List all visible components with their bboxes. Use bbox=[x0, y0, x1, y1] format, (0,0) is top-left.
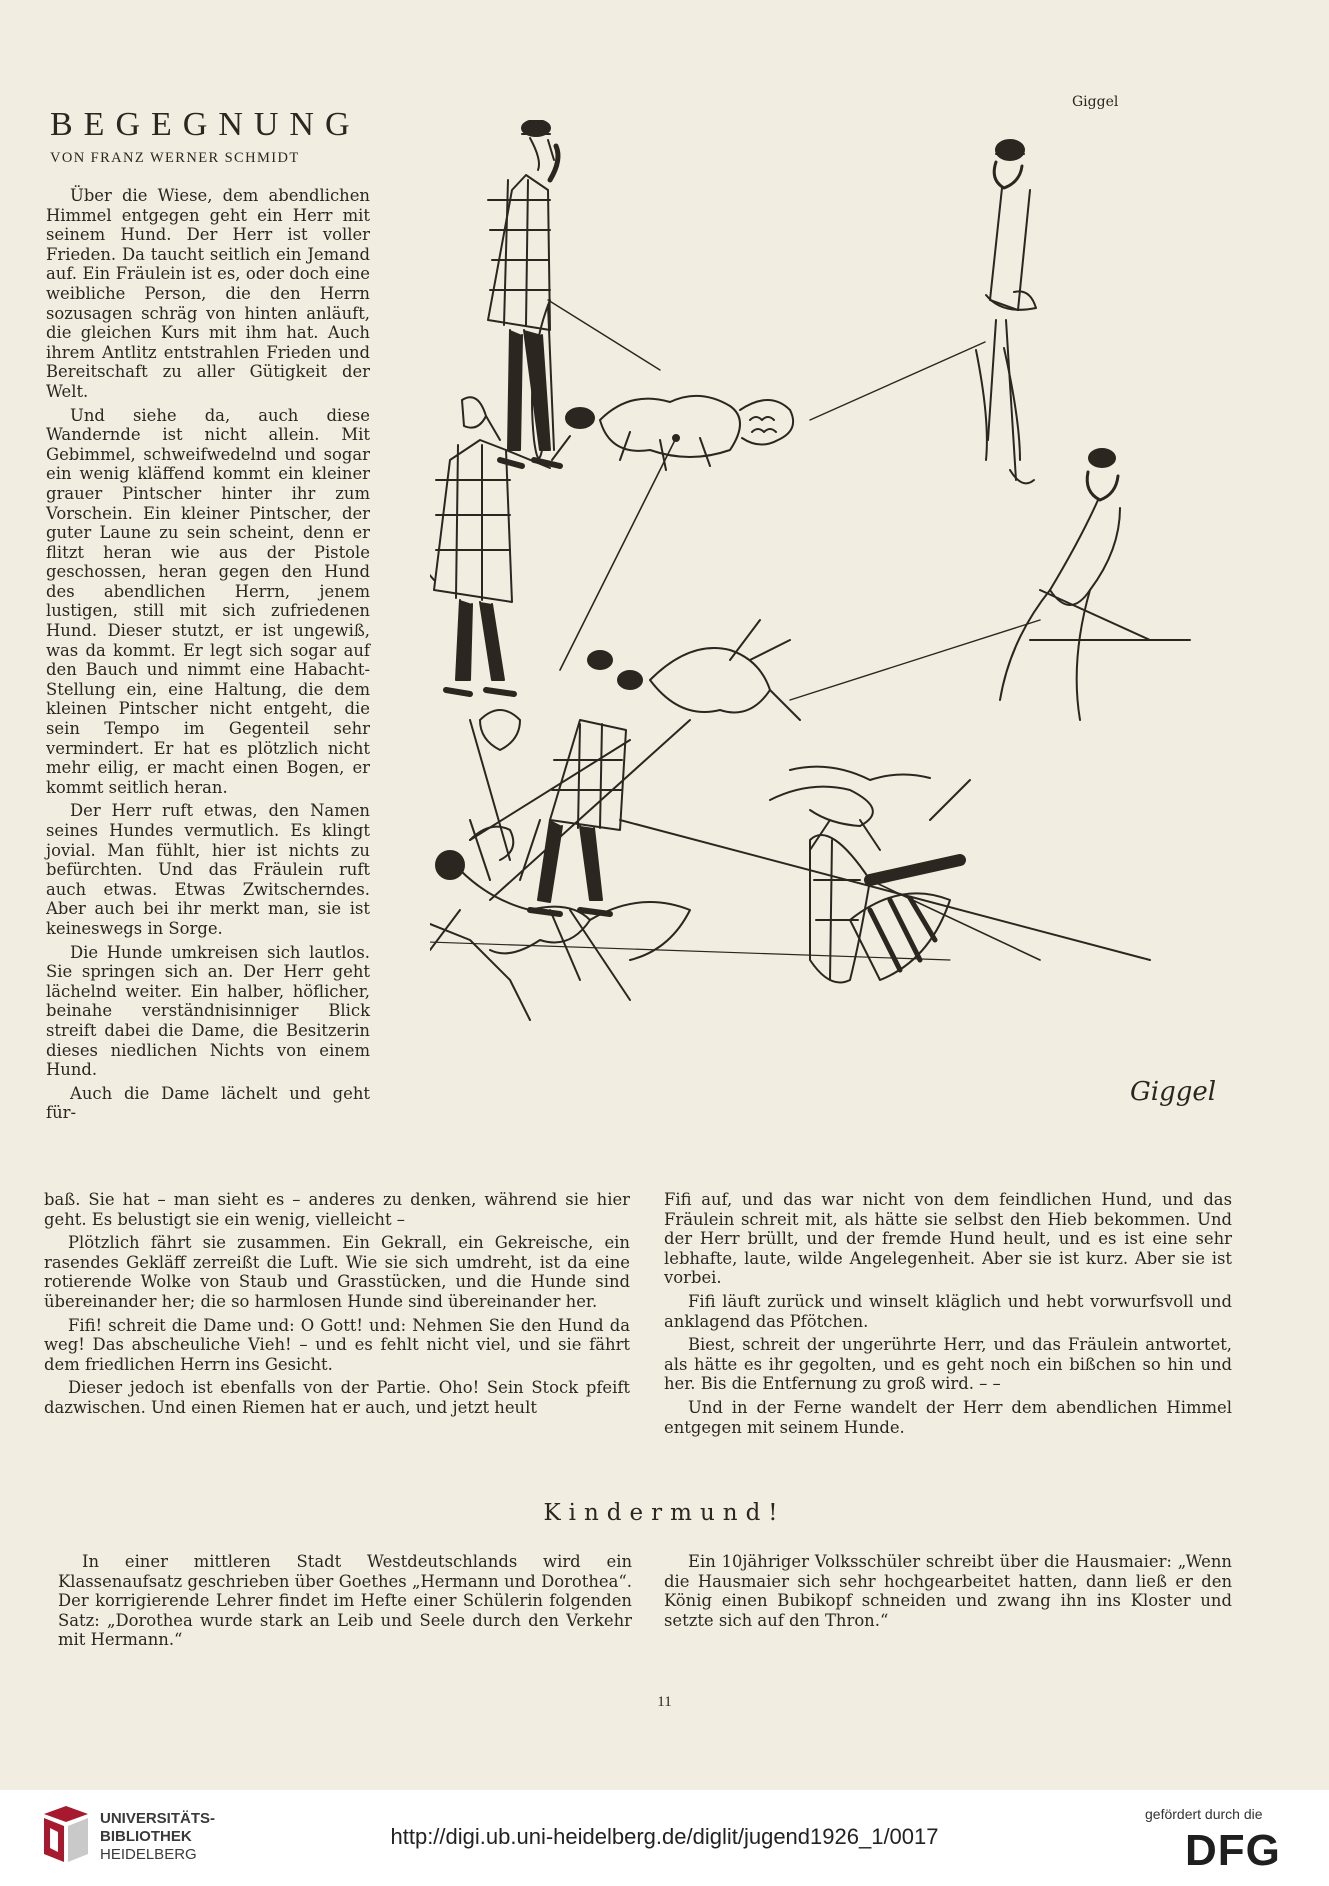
artist-signature-top: Giggel bbox=[1072, 94, 1119, 110]
paragraph: Fifi läuft zurück und winselt kläglich und hebt vorwurfsvoll und anklagend das Pfötchen. bbox=[664, 1291, 1232, 1331]
lady-figure-3 bbox=[430, 820, 690, 1020]
kindermund-title: Kindermund! bbox=[543, 1500, 786, 1526]
paragraph: Biest, schreit der ungerührte Herr, und das Fräulein antwortet, als hätte es ihr gegolten, und es geht noch ein bißchen so hin und her. Bis die Entfernung zu groß wird. – – bbox=[664, 1335, 1232, 1394]
story-column-left bbox=[44, 1190, 630, 1422]
dogs-meeting bbox=[600, 396, 793, 470]
fleeing-dog bbox=[770, 767, 930, 850]
paragraph: Die Hunde umkreisen sich lautlos. Sie springen sich an. Der Herr geht lächelnd weiter. Ein halber, höflicher, beinahe verständnisinniger Blick streift dabei die Dame, die Besitzerin dieses niedlichen Nichts von einem Hund. bbox=[46, 942, 370, 1080]
lady-figure-2 bbox=[1000, 449, 1190, 720]
paragraph: Plötzlich fährt sie zusammen. Ein Gekrall, ein Gekreische, ein rasendes Gekläff zerreißt die Luft. Wie sie sich umdreht, ist da eine rotierende Wolke von Staub und Grasstücken, und die Hunde sind übereinander her; die so harmlosen Hunde sind übereinander her. bbox=[44, 1233, 630, 1311]
paragraph: Fifi auf, und das war nicht von dem feindlichen Hund, und das Fräulein schreit mit, als hätte sie selbst den Hieb bekommen. Und der Herr brüllt, und der fremde Hund heult, und es ist eine sehr lebhafte, laute, wilde Angelegenheit. Aber sie ist kurz. Aber sie ist vorbei. bbox=[664, 1190, 1232, 1288]
kindermund-right bbox=[664, 1552, 1232, 1634]
paragraph: In einer mittleren Stadt Westdeutschlands wird ein Klassenaufsatz geschrieben über Goethes „Hermann und Dorothea“. Der korrigierende Lehrer findet im Hefte einer Schülerin folgenden Satz: „Dorothea wurde stark an Leib und Seele durch den Verkehr mit Hermann.“ bbox=[58, 1552, 632, 1650]
paragraph: baß. Sie hat – man sieht es – anderes zu denken, während sie hier geht. Es belustigt sie ein wenig, vielleicht – bbox=[44, 1190, 630, 1229]
gentleman-figure-3 bbox=[810, 780, 1040, 983]
library-name: UNIVERSITÄTS- BIBLIOTHEK HEIDELBERG bbox=[100, 1810, 216, 1863]
paragraph: Auch die Dame lächelt und geht für- bbox=[46, 1083, 370, 1123]
digitization-footer bbox=[0, 1790, 1329, 1886]
paragraph: Und siehe da, auch diese Wandernde ist nicht allein. Mit Gebimmel, schweifwedelnd und sogar ein wenig kläffend kommt ein kleiner grauer Pintscher hinter ihr zum Vorschein. Ein kleiner Pintscher, der guter Laune zu sein scheint, denn er flitzt heran wie aus der Pistole geschossen, heran gegen den Hund des abendlichen Herrn, jenem lustigen, still mit sich zufriedenen Hund. Dieser stutzt, er ist ungewiß, was da kommt. Er legt sich sogar auf den Bauch und nimmt eine Habacht-Stellung ein, eine Haltung, die dem kleinen Pintscher nicht entgeht, die sein Tempo im Gegenteil sehr vermindert. Er hat es plötzlich nicht mehr eilig, er macht einen Bogen, er kommt seitlich heran. bbox=[46, 405, 370, 797]
story-column-right bbox=[664, 1190, 1232, 1441]
kindermund-left bbox=[58, 1552, 632, 1654]
lady-figure-1 bbox=[976, 140, 1036, 483]
story-author: VON FRANZ WERNER SCHMIDT bbox=[50, 150, 300, 166]
source-url[interactable]: http://digi.ub.uni-heidelberg.de/diglit/jugend1926_1/0017 bbox=[390, 1824, 939, 1849]
gentleman-figure-1 bbox=[488, 120, 560, 466]
story-title: BEGEGNUNG bbox=[50, 106, 361, 143]
paragraph: Und in der Ferne wandelt der Herr dem abendlichen Himmel entgegen mit seinem Hunde. bbox=[664, 1397, 1232, 1437]
paragraph: Fifi! schreit die Dame und: O Gott! und: Nehmen Sie den Hund da weg! Das abscheuliche Vieh! – und es fehlt nicht viel, und sie fährt dem friedlichen Herrn ins Gesicht. bbox=[44, 1315, 630, 1374]
page-number: 11 bbox=[657, 1694, 672, 1710]
story-column-narrow bbox=[46, 186, 370, 1127]
paragraph: Dieser jedoch ist ebenfalls von der Partie. Oho! Sein Stock pfeift dazwischen. Und einen Riemen hat er auch, und jetzt heult bbox=[44, 1378, 630, 1417]
paragraph: Über die Wiese, dem abendlichen Himmel entgegen geht ein Herr mit seinem Hund. Der Herr ist voller Frieden. Da taucht seitlich ein Jemand auf. Ein Fräulein ist es, oder doch eine weibliche Person, die den Herrn sozusagen schräg von hinten anläuft, die gleichen Kurs mit ihm hat. Auch ihrem Antlitz entstrahlen Frieden und Bereitschaft zu aller Gütigkeit der Welt. bbox=[46, 186, 370, 401]
paragraph: Der Herr ruft etwas, den Namen seines Hundes vermutlich. Es klingt jovial. Man fühlt, hier ist nichts zu befürchten. Und das Fräulein ruft auch etwas. Etwas Zwitscherndes. Aber auch bei ihr merkt man, sie ist keineswegs in Sorge. bbox=[46, 801, 370, 938]
illustration bbox=[430, 120, 1250, 1120]
paragraph: Ein 10jähriger Volksschüler schreibt über die Hausmaier: „Wenn die Hausmaier sich sehr hochgearbeitet hatten, dann ließ er den König einen Bubikopf schneiden und zwang ihn ins Kloster und setzte sich auf den Thron.“ bbox=[664, 1552, 1232, 1630]
artist-signature-drawing: Giggel bbox=[1130, 1077, 1217, 1107]
funded-by-label: gefördert durch die bbox=[1145, 1806, 1263, 1822]
dfg-logo: DFG bbox=[1185, 1826, 1281, 1875]
